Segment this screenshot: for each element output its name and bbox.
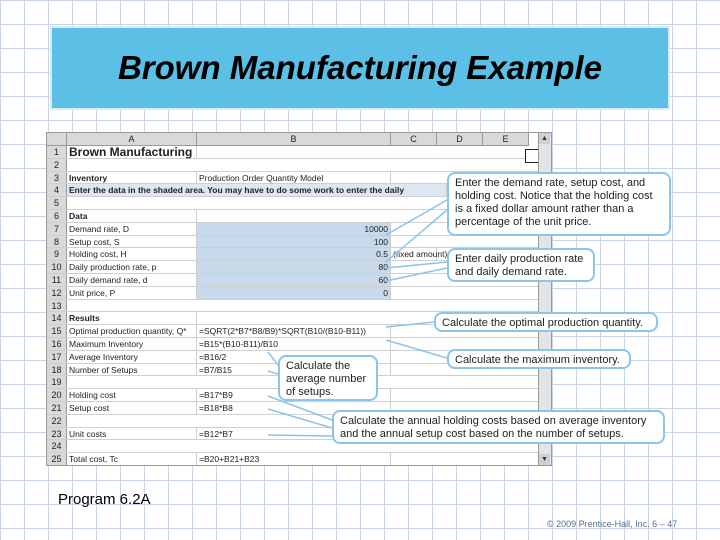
row-number[interactable]: 22 [47,415,67,427]
row-number[interactable]: 20 [47,389,67,401]
title-bar [50,26,670,110]
table-row [47,453,552,466]
callout-max-inventory: Calculate the maximum inventory. [447,349,631,369]
cell-b23[interactable]: =B12*B7 [197,428,391,440]
cell-a4[interactable]: Enter the data in the shaded area. You may have to do some work to enter the daily [67,184,447,196]
column-header-c[interactable]: C [391,133,437,146]
row-number[interactable]: 9 [47,248,67,260]
cell-a18[interactable]: Number of Setups [67,364,197,376]
cell-a9[interactable]: Holding cost, H [67,248,197,260]
cell-a6[interactable]: Data [67,210,197,222]
callout-annual-costs: Calculate the annual holding costs based on average inventory and the annual setup cost based on the number of setups. [332,410,665,444]
page-title: Brown Manufacturing Example [117,49,603,86]
column-header-e[interactable]: E [483,133,529,146]
cell-b25[interactable]: =B20+B21+B23 [197,453,391,465]
row-number[interactable]: 5 [47,197,67,209]
cell-b17[interactable]: =B16/2 [197,351,391,363]
cell-a15[interactable]: Optimal production quantity, Q* [67,325,197,337]
cell-b11[interactable]: 60 [197,274,391,286]
row-number[interactable]: 1 [47,146,67,158]
table-row [47,300,552,313]
cell-b3[interactable]: Production Order Quantity Model [197,172,391,184]
cell-a12[interactable]: Unit price, P [67,287,197,299]
table-row [47,146,552,159]
column-header-b[interactable]: B [197,133,391,146]
table-row [47,287,552,300]
cell-a23[interactable]: Unit costs [67,428,197,440]
sheet-title-cell[interactable]: Brown Manufacturing [67,146,197,158]
callout-average-setups: Calculate the average number of setups. [278,355,378,401]
row-number[interactable]: 10 [47,261,67,273]
row-number[interactable]: 11 [47,274,67,286]
cell-a17[interactable]: Average Inventory [67,351,197,363]
callout-optimal-quantity: Calculate the optimal production quantity. [434,312,658,332]
copyright-footer: © 2009 Prentice-Hall, Inc. 6 – 47 [547,519,678,529]
row-number[interactable]: 4 [47,184,67,196]
scroll-up-icon[interactable]: ▲ [539,133,550,144]
callout-daily-rates: Enter daily production rate and daily demand rate. [447,248,595,282]
cell-b9[interactable]: 0.5 [197,248,391,260]
cell-b10[interactable]: 80 [197,261,391,273]
row-number[interactable]: 15 [47,325,67,337]
scroll-down-icon[interactable]: ▼ [539,454,550,465]
cell-b20[interactable]: =B17*B9 [197,389,391,401]
row-number[interactable]: 21 [47,402,67,414]
table-row [47,236,552,249]
row-number[interactable]: 23 [47,428,67,440]
program-caption: Program 6.2A [58,491,151,508]
cell-a10[interactable]: Daily production rate, p [67,261,197,273]
cell-b21[interactable]: =B18*B8 [197,402,391,414]
cell-a7[interactable]: Demand rate, D [67,223,197,235]
cell-a20[interactable]: Holding cost [67,389,197,401]
row-number[interactable]: 7 [47,223,67,235]
row-number[interactable]: 3 [47,172,67,184]
cell-a8[interactable]: Setup cost, S [67,236,197,248]
select-all-corner[interactable] [47,133,67,146]
callout-enter-data: Enter the demand rate, setup cost, and holding cost. Notice that the holding cost is a fixed dollar amount rather than a percentage of the unit price. [447,172,671,236]
column-header-d[interactable]: D [437,133,483,146]
row-number[interactable]: 14 [47,312,67,324]
row-number[interactable]: 19 [47,376,67,388]
row-number[interactable]: 16 [47,338,67,350]
cell-b8[interactable]: 100 [197,236,391,248]
row-number[interactable]: 25 [47,453,67,465]
cell-a3[interactable]: Inventory [67,172,197,184]
cell-b7[interactable]: 10000 [197,223,391,235]
row-number[interactable]: 2 [47,159,67,171]
cell-a16[interactable]: Maximum Inventory [67,338,197,350]
row-number[interactable]: 24 [47,440,67,452]
cell-a25[interactable]: Total cost, Tc [67,453,197,465]
cell-a21[interactable]: Setup cost [67,402,197,414]
cell-b15[interactable]: =SQRT(2*B7*B8/B9)*SQRT(B10/(B10-B11)) [197,325,391,337]
row-number[interactable]: 8 [47,236,67,248]
row-number[interactable]: 18 [47,364,67,376]
row-number[interactable]: 12 [47,287,67,299]
table-row [47,159,552,172]
row-number[interactable]: 6 [47,210,67,222]
cell-a11[interactable]: Daily demand rate, d [67,274,197,286]
cell-b12[interactable]: 0 [197,287,391,299]
column-header-a[interactable]: A [67,133,197,146]
row-number[interactable]: 17 [47,351,67,363]
cell-a14[interactable]: Results [67,312,197,324]
cell-c9[interactable]: (fixed amount) [393,249,448,260]
cell-b18[interactable]: =B7/B15 [197,364,391,376]
row-number[interactable]: 13 [47,300,67,312]
cell-b16[interactable]: =B15*(B10-B11)/B10 [197,338,391,350]
